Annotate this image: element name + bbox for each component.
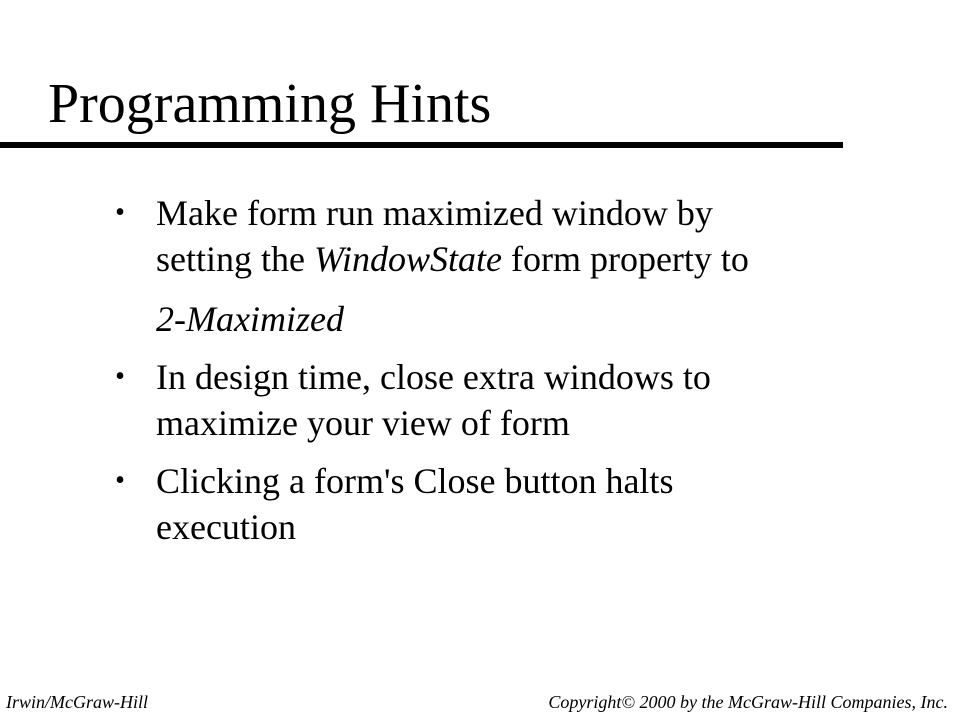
slide-title: Programming Hints	[48, 73, 492, 135]
bullet-dot-icon: •	[115, 465, 125, 496]
property-value: 2-Maximized	[156, 299, 344, 339]
bullet-text: setting the	[156, 239, 314, 279]
bullet-item	[110, 354, 870, 446]
bullet-item	[110, 458, 870, 550]
bullet-line: Clicking a form's Close button halts	[156, 461, 674, 501]
bullet-text: form property to	[501, 239, 749, 279]
title-underline	[0, 142, 843, 148]
bullet-dot-icon: •	[115, 197, 125, 228]
bullet-list	[110, 190, 870, 550]
bullet-line	[156, 236, 870, 282]
bullet-item	[110, 190, 870, 342]
bullet-line: Make form run maximized window by	[156, 193, 713, 233]
bullet-line: In design time, close extra windows to	[156, 357, 711, 397]
bullet-line: execution	[156, 507, 296, 547]
footer-publisher: Irwin/McGraw-Hill	[6, 692, 148, 712]
bullet-dot-icon: •	[115, 361, 125, 392]
property-name: WindowState	[313, 239, 502, 279]
bullet-line: maximize your view of form	[156, 403, 570, 443]
footer-copyright: Copyright© 2000 by the McGraw-Hill Companies, Inc.	[548, 692, 948, 712]
